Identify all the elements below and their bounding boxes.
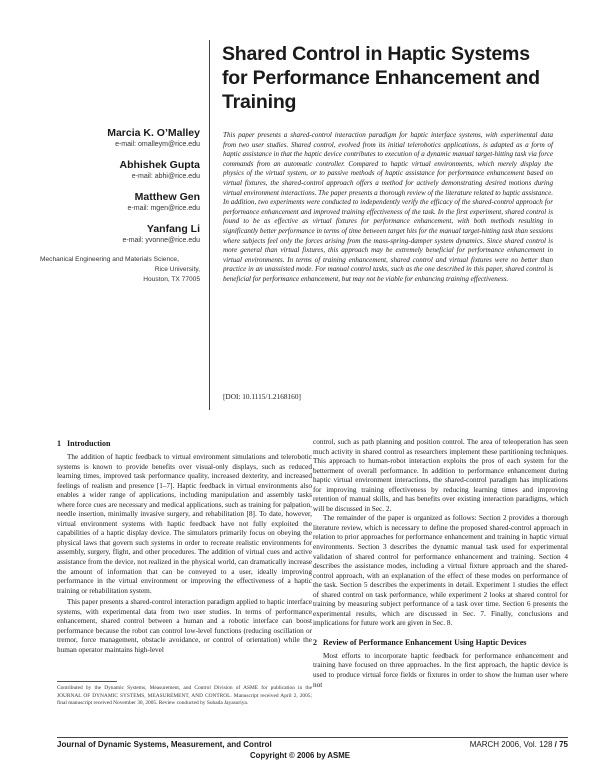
author-email[interactable]: e-mail: abhi@rice.edu <box>131 173 200 180</box>
author <box>40 127 200 149</box>
author-email[interactable]: e-mail: mgen@rice.edu <box>127 205 200 212</box>
footnote: Contributed by the Dynamic Systems, Measurement, and Control Division of ASME for publication in the JOURNAL OF DYNAMIC SYSTEMS, MEASUREMENT, AND CONTROL. Manuscript received April 2, 2005; final manuscript received November 30, 2005. Review conducted by Suhada Jayasuriya. <box>57 685 312 706</box>
column-right <box>313 438 568 690</box>
author-name: Yanfang Li <box>146 223 200 235</box>
copyright: Copyright © 2006 by ASME <box>250 751 350 760</box>
journal-name: Journal of Dynamic Systems, Measurement, and Control <box>57 740 272 749</box>
paper-title: Shared Control in Haptic Systems for Performance Enhancement and Training <box>222 43 540 113</box>
affiliation <box>40 255 200 285</box>
section-heading <box>313 637 568 648</box>
affiliation-line: Houston, TX 77005 <box>143 276 200 283</box>
page-number: / 75 <box>554 740 568 749</box>
section-title: Introduction <box>67 439 111 448</box>
affiliation-line: Rice University, <box>154 266 200 273</box>
paragraph: Most efforts to incorporate haptic feedback for performance enhancement and training have focused on three approaches. In the first approach, the haptic device is used to produce virtual force fields or fixtures in order to show the human user where not <box>313 651 568 689</box>
footer-rule <box>57 737 568 738</box>
author-email[interactable]: e-mail: yvonne@rice.edu <box>122 237 200 244</box>
section-number: 2 <box>313 637 317 647</box>
author-name: Abhishek Gupta <box>119 159 200 171</box>
column-left <box>57 438 312 655</box>
abstract: This paper presents a shared-control interaction paradigm for haptic interface systems, with experimental data from two user studies. Shared control, evolved from its initial telerobotics applications, is adapted as a form of haptic assistance in that the haptic device contributes to execution of a dynamic manual target-hitting task via force commands from an automatic controller. Compared to haptic virtual environments, which merely display the physics of the virtual system, or to passive methods of haptic assistance for performance enhancement based on virtual fixtures, the shared-control approach offers a method for actively demonstrating desired motions during virtual environment interactions. The paper presents a thorough review of the literature related to haptic assistance. In addition, two experiments were conducted to independently verify the efficacy of the shared-control approach for performance enhancement and improved training effectiveness of the task. In the first experiment, shared control is found to be as effective as virtual fixtures for performance enhancement, with both methods resulting in significantly better performance in terms of time between target hits for the manual target-hitting task than sessions where subjects feel only the forces arising from the mass-spring-damper system dynamics. Since shared control is more general than virtual fixtures, this approach may be extremely beneficial for performance enhancement in virtual environments. In terms of training enhancement, shared control and virtual fixtures were no better than practice in an unassisted mode. For manual control tasks, such as the one described in this paper, shared control is beneficial for performance enhancement, but may not be viable for enhancing training effectiveness. <box>223 131 553 283</box>
doi[interactable]: [DOI: 10.1115/1.2168160] <box>223 392 301 401</box>
author <box>40 159 200 181</box>
author-name: Marcia K. O’Malley <box>107 127 200 139</box>
issue-info <box>470 740 568 749</box>
author <box>40 191 200 213</box>
footnote-rule <box>57 681 117 682</box>
title-divider <box>209 40 210 410</box>
author-block <box>40 127 200 285</box>
author-name: Matthew Gen <box>134 191 200 203</box>
affiliation-line: Mechanical Engineering and Materials Science, <box>40 256 179 263</box>
paragraph: This paper presents a shared-control interaction paradigm applied to haptic interface systems, with experimental data from two user studies. In terms of performance enhancement, shared control between a human and a robotic interface can boost performance because the robot can control low-level functions (reducing oscillation or tremor, force management, obstacle avoidance, or control of orientation) while the human operator maintains high-level <box>57 598 312 654</box>
author-email[interactable]: e-mail: omalleym@rice.edu <box>115 141 200 148</box>
paragraph: The addition of haptic feedback to virtual environment simulations and telerobotic systems is known to provide benefits over visual-only displays, such as reduced learning times, improved task performance quality, increased dexterity, and increased feelings of realism and presence [1–7]. Haptic feedback in virtual environments also enables a wider range of applications, including manipulation and assembly tasks where force cues are necessary and medical applications, such as training for palpation, needle insertion, minimally invasive surgery, and rehabilitation [8]. To date, however, virtual environment systems with haptic feedback have not fully exploited the capabilities of a haptic display device. The simulators primarily focus on obeying the physical laws that govern such systems in order to recreate realistic environments for assembly, surgery, flight, and other procedures. The addition of virtual cues and active assistance from the device, not realized in the physical world, can dramatically increase the amount of information that can be conveyed to a user, ideally improving performance in the virtual environment or improving the effectiveness of a haptic training or rehabilitation system. <box>57 453 312 595</box>
section-heading <box>57 438 312 449</box>
paragraph: The remainder of the paper is organized as follows: Section 2 provides a thorough literature review, which is necessary to define the proposed shared-control approach in relation to prior approaches for performance enhancement and training in haptic virtual environments. Section 3 describes the dynamic manual task used for experimental validation of shared control for performance enhancement and training. Section 4 describes the assistance modes, including a virtual fixture approach and the shared-control approach, with an explanation of the effect of these modes on performance of the task. Section 5 describes the experiments in detail. Experiment 1 studies the effect of shared control on task performance, while experiment 2 looks at shared control for training by measuring subject performance of a task over time. Section 6 presents the experimental results, which are discussed in Sec. 7. Finally, conclusions and implications for future work are given in Sec. 8. <box>313 514 568 628</box>
section-number: 1 <box>57 439 61 448</box>
paragraph: control, such as path planning and position control. The area of teleoperation has seen much activity in shared control as researchers implement these partitioning techniques. This approach to human-robot interaction exploits the pros of each system for the betterment of overall performance. In addition to performance enhancement during haptic virtual environment interactions, the shared-control paradigm has implications for improving training effectiveness by reducing learning times and improving retention of manual skills, and has benefits over existing interaction paradigms, which will be discussed in Sec. 2. <box>313 438 568 513</box>
author <box>40 223 200 245</box>
section-title: Review of Performance Enhancement Using Haptic Devices <box>323 637 527 647</box>
issue-date-volume: MARCH 2006, Vol. 128 <box>469 740 553 749</box>
